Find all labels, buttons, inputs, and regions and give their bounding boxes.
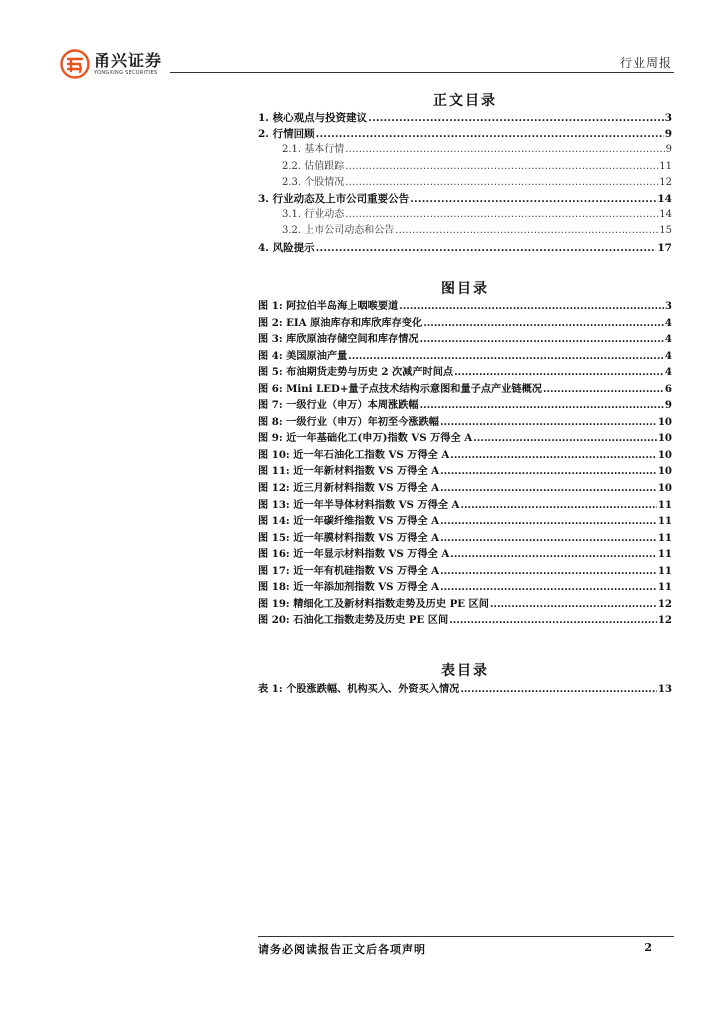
footer-divider — [258, 936, 674, 937]
toc-entry-page: 14 — [659, 209, 672, 221]
toc-entry-label: 2. 行情回顾 — [258, 128, 315, 141]
toc-entry-label: 2.2. 估值跟踪 — [282, 160, 345, 172]
figure-entry-label: 图 4: 美国原油产量 — [258, 349, 348, 362]
figure-entry-label: 图 3: 库欣原油存储空间和库存情况 — [258, 333, 419, 346]
toc-entry-page: 3 — [664, 112, 672, 124]
header-divider — [170, 72, 674, 73]
figure-entry[interactable] — [258, 497, 672, 514]
toc-entry[interactable] — [258, 207, 672, 223]
figure-entry-label: 图 16: 近一年显示材料指数 VS 万得全 A — [258, 548, 450, 561]
toc-entry[interactable] — [258, 159, 672, 175]
figure-entry-label: 图 6: Mini LED+量子点技术结构示意图和量子点产业链概况 — [258, 382, 542, 395]
dot-leader — [440, 579, 657, 596]
toc-list — [258, 110, 672, 256]
figure-entry[interactable] — [258, 430, 672, 447]
toc-entry-label: 4. 风险提示 — [258, 241, 315, 254]
table-entry[interactable] — [258, 681, 672, 698]
toc-entry-label: 3.2. 上市公司动态和公告 — [282, 225, 395, 237]
figure-entry-label: 图 15: 近一年膜材料指数 VS 万得全 A — [258, 531, 440, 544]
figure-entry-label: 图 13: 近一年半导体材料指数 VS 万得全 A — [258, 498, 460, 511]
dot-leader — [345, 175, 658, 191]
toc-entry[interactable] — [258, 110, 672, 126]
figure-entry-label: 图 11: 近一年新材料指数 VS 万得全 A — [258, 465, 440, 478]
dot-leader — [440, 480, 657, 497]
figure-entry-label: 图 12: 近三月新材料指数 VS 万得全 A — [258, 482, 440, 495]
figure-entry[interactable] — [258, 315, 672, 332]
dot-leader — [316, 126, 664, 142]
figure-entry-label: 图 7: 一级行业（申万）本周涨跌幅 — [258, 399, 419, 412]
dot-leader — [543, 381, 664, 398]
figure-entry[interactable] — [258, 596, 672, 613]
toc-entry-page: 17 — [657, 241, 672, 254]
figure-entry-label: 图 10: 近一年石油化工指数 VS 万得全 A — [258, 448, 450, 461]
dot-leader — [420, 397, 664, 414]
figure-entry-page: 4 — [664, 366, 672, 379]
dot-leader — [450, 447, 657, 464]
logo-chinese-name: 甬兴证券 — [94, 50, 163, 70]
toc-entry[interactable] — [258, 126, 672, 142]
dot-leader — [449, 612, 657, 629]
figure-entry[interactable] — [258, 364, 672, 381]
figure-list — [258, 298, 672, 629]
dot-leader — [420, 331, 664, 348]
figure-entry[interactable] — [258, 447, 672, 464]
figure-entry-page: 10 — [657, 448, 672, 461]
figure-entry[interactable] — [258, 397, 672, 414]
toc-title: 正文目录 — [433, 93, 497, 109]
company-logo — [60, 48, 162, 80]
toc-entry[interactable] — [258, 223, 672, 239]
figure-entry-page: 11 — [657, 564, 672, 577]
toc-entry[interactable] — [258, 191, 672, 207]
figure-entry[interactable] — [258, 463, 672, 480]
figure-entry-label: 图 14: 近一年碳纤维指数 VS 万得全 A — [258, 515, 440, 528]
figure-entry[interactable] — [258, 579, 672, 596]
toc-entry-label: 1. 核心观点与投资建议 — [258, 112, 368, 124]
toc-entry-page: 11 — [659, 160, 672, 172]
toc-entry-label: 3.1. 行业动态 — [282, 209, 345, 221]
figure-entry-page: 12 — [657, 614, 672, 627]
figure-entry-page: 3 — [664, 300, 672, 312]
toc-entry-label: 3. 行业动态及上市公司重要公告 — [258, 192, 410, 205]
figure-entry-page: 9 — [664, 399, 672, 412]
page-number: 2 — [644, 941, 652, 954]
figure-entry-page: 10 — [657, 415, 672, 428]
figure-entry-label: 图 5: 布油期货走势与历史 2 次减产时间点 — [258, 366, 454, 379]
dot-leader — [345, 159, 658, 175]
dot-leader — [368, 110, 664, 126]
toc-entry[interactable] — [258, 142, 672, 158]
dot-leader — [423, 315, 664, 332]
figure-entry[interactable] — [258, 348, 672, 365]
toc-entry[interactable] — [258, 175, 672, 191]
figure-entry-label: 图 17: 近一年有机硅指数 VS 万得全 A — [258, 564, 440, 577]
dot-leader — [440, 414, 657, 431]
figure-entry-label: 图 2: EIA 原油库存和库欣库存变化 — [258, 316, 423, 329]
dot-leader — [473, 430, 657, 447]
dot-leader — [345, 207, 658, 223]
dot-leader — [440, 463, 657, 480]
figure-entry-label: 图 19: 精细化工及新材料指数走势及历史 PE 区间 — [258, 597, 489, 610]
figure-entry[interactable] — [258, 381, 672, 398]
toc-entry[interactable] — [258, 240, 672, 256]
figure-list-title: 图目录 — [441, 281, 489, 297]
figure-entry[interactable] — [258, 414, 672, 431]
page-header — [60, 48, 674, 80]
dot-leader — [440, 513, 657, 530]
table-list — [258, 681, 672, 698]
toc-entry-page: 9 — [664, 128, 672, 141]
figure-entry[interactable] — [258, 612, 672, 629]
figure-entry-page: 6 — [664, 382, 672, 395]
figure-entry-label: 图 9: 近一年基础化工(申万)指数 VS 万得全 A — [258, 432, 473, 445]
figure-entry[interactable] — [258, 530, 672, 547]
figure-entry-label: 图 8: 一级行业（申万）年初至今涨跌幅 — [258, 415, 439, 428]
dot-leader — [440, 563, 657, 580]
figure-entry[interactable] — [258, 298, 672, 315]
figure-entry-page: 4 — [664, 333, 672, 346]
dot-leader — [450, 546, 657, 563]
table-list-title: 表目录 — [441, 663, 489, 679]
dot-leader — [460, 681, 656, 698]
dot-leader — [399, 298, 664, 315]
toc-entry-label: 2.1. 基本行情 — [282, 144, 345, 156]
report-type: 行业周报 — [619, 56, 672, 70]
figure-entry[interactable] — [258, 513, 672, 530]
figure-entry[interactable] — [258, 563, 672, 580]
figure-entry[interactable] — [258, 480, 672, 497]
figure-entry-page: 11 — [657, 498, 672, 511]
figure-entry[interactable] — [258, 331, 672, 348]
yongxing-logo-icon — [60, 49, 90, 79]
toc-entry-page: 12 — [659, 176, 672, 188]
toc-entry-page: 15 — [659, 225, 672, 237]
dot-leader — [490, 596, 657, 613]
figure-entry-page: 10 — [657, 432, 672, 445]
table-entry-label: 表 1: 个股涨跌幅、机构买入、外资买入情况 — [258, 683, 460, 695]
figure-entry-page: 10 — [657, 482, 672, 495]
toc-entry-label: 2.3. 个股情况 — [282, 176, 345, 188]
figure-entry-page: 10 — [657, 465, 672, 478]
toc-entry-page: 14 — [657, 192, 672, 205]
dot-leader — [316, 240, 657, 256]
figure-entry-page: 11 — [657, 581, 672, 594]
dot-leader — [410, 191, 656, 207]
figure-entry-page: 11 — [657, 548, 672, 561]
table-entry-page: 13 — [657, 683, 672, 695]
figure-entry-page: 11 — [657, 531, 672, 544]
figure-entry-page: 4 — [664, 316, 672, 329]
dot-leader — [348, 348, 664, 365]
dot-leader — [345, 142, 664, 158]
figure-entry[interactable] — [258, 546, 672, 563]
figure-entry-page: 11 — [657, 515, 672, 528]
figure-entry-label: 图 18: 近一年添加剂指数 VS 万得全 A — [258, 581, 440, 594]
logo-english-name: YONGXING SECURITIES — [94, 69, 158, 76]
toc-entry-page: 9 — [665, 144, 672, 156]
figure-entry-page: 4 — [664, 349, 672, 362]
disclaimer-note: 请务必阅读报告正文后各项声明 — [258, 943, 426, 956]
figure-entry-label: 图 20: 石油化工指数走势及历史 PE 区间 — [258, 614, 449, 627]
dot-leader — [440, 530, 657, 547]
dot-leader — [460, 497, 656, 514]
dot-leader — [454, 364, 664, 381]
figure-entry-label: 图 1: 阿拉伯半岛海上咽喉要道 — [258, 300, 399, 312]
dot-leader — [395, 223, 658, 239]
figure-entry-page: 12 — [657, 597, 672, 610]
